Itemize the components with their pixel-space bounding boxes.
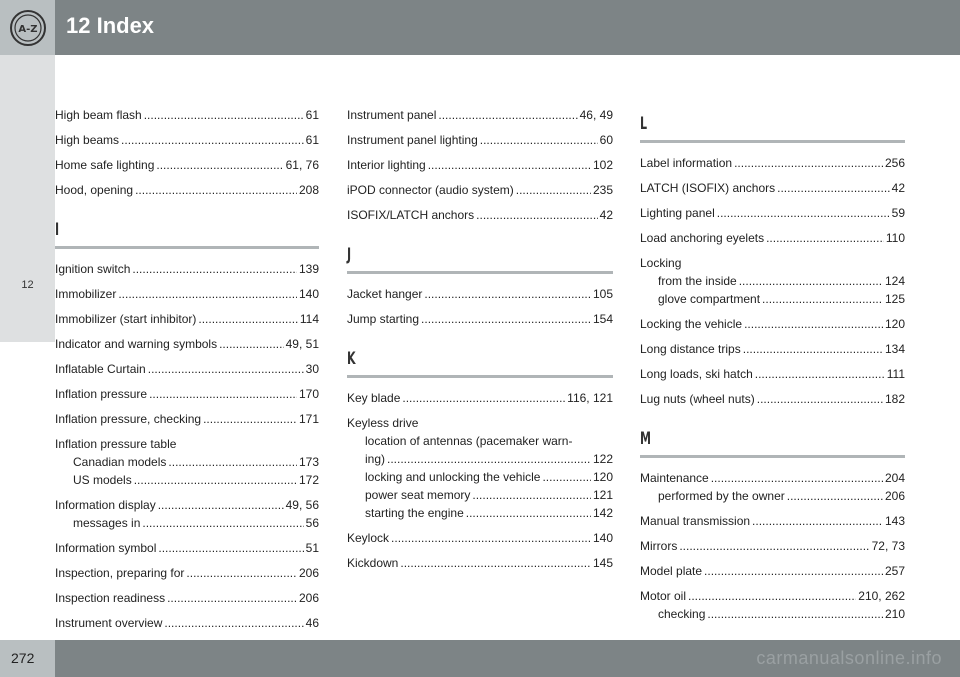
index-entry: LATCH (ISOFIX) anchors ..... 42 [640, 181, 905, 196]
footer-bar [0, 640, 960, 677]
index-entry: Inspection readiness ..... 206 [55, 591, 319, 606]
index-subentry: US models ..... 172 [55, 473, 319, 488]
index-subentry: locking and unlocking the vehicle ..... 120 [347, 470, 613, 485]
section-divider [640, 140, 905, 143]
a-z-icon [8, 8, 48, 48]
index-entry: High beams ..... 61 [55, 133, 319, 148]
index-entry-parent: Inflation pressure table [55, 437, 177, 451]
index-entry: Long distance trips ..... 134 [640, 342, 905, 357]
index-subentry: ing) ..... 122 [347, 452, 613, 467]
index-subentry: power seat memory ..... 121 [347, 488, 613, 503]
section-letter-m: M [640, 429, 651, 449]
index-entry: Lighting panel ..... 59 [640, 206, 905, 221]
index-entry: Instrument panel lighting ..... 60 [347, 133, 613, 148]
index-entry: Model plate ..... 257 [640, 564, 905, 579]
index-entry: Inflation pressure, checking ..... 171 [55, 412, 319, 427]
index-entry: Inflatable Curtain ..... 30 [55, 362, 319, 377]
index-subentry: Canadian models ..... 173 [55, 455, 319, 470]
index-entry: ISOFIX/LATCH anchors ..... 42 [347, 208, 613, 223]
index-entry: Locking the vehicle ..... 120 [640, 317, 905, 332]
index-subentry: starting the engine ..... 142 [347, 506, 613, 521]
index-entry: Instrument panel ..... 46, 49 [347, 108, 613, 123]
index-entry: iPOD connector (audio system) ..... 235 [347, 183, 613, 198]
index-entry: Lug nuts (wheel nuts) ..... 182 [640, 392, 905, 407]
section-divider [640, 455, 905, 458]
index-column-3 [640, 108, 905, 632]
page-title: 12 Index [66, 13, 155, 38]
index-entry: Indicator and warning symbols ..... 49, 51 [55, 337, 319, 352]
index-entry: Kickdown ..... 145 [347, 556, 613, 571]
index-entry: Load anchoring eyelets ..... 110 [640, 231, 905, 246]
index-subentry: messages in ..... 56 [55, 516, 319, 531]
index-entry: Mirrors ..... 72, 73 [640, 539, 905, 554]
section-letter-l: L [640, 114, 648, 134]
index-entry: Hood, opening ..... 208 [55, 183, 319, 198]
index-entry-parent: Keyless drive [347, 416, 419, 430]
index-entry: Maintenance ..... 204 [640, 471, 905, 486]
chapter-tab-label: 12 [21, 279, 34, 291]
index-logo [0, 0, 55, 55]
index-entry: Instrument overview ..... 46 [55, 616, 319, 631]
section-letter-k: K [347, 349, 356, 369]
index-entry: Label information ..... 256 [640, 156, 905, 171]
index-entry-parent: Locking [640, 256, 682, 270]
index-entry: Inflation pressure ..... 170 [55, 387, 319, 402]
index-entry: Manual transmission ..... 143 [640, 514, 905, 529]
index-column-1 [55, 108, 319, 641]
index-subentry-wrap: location of antennas (pacemaker warn- [365, 434, 573, 448]
index-entry: Long loads, ski hatch ..... 111 [640, 367, 905, 382]
index-entry: Immobilizer (start inhibitor) ..... 114 [55, 312, 319, 327]
index-entry: Ignition switch ..... 139 [55, 262, 319, 277]
index-entry: Information display ..... 49, 56 [55, 498, 319, 513]
chapter-tab [0, 55, 55, 342]
page-number-box [0, 640, 55, 677]
index-entry: Jacket hanger ..... 105 [347, 287, 613, 302]
index-entry: Home safe lighting ..... 61, 76 [55, 158, 319, 173]
index-entry: Jump starting ..... 154 [347, 312, 613, 327]
index-entry: High beam flash ..... 61 [55, 108, 319, 123]
index-subentry: from the inside ..... 124 [640, 274, 905, 289]
section-divider [55, 246, 319, 249]
index-entry: Keylock ..... 140 [347, 531, 613, 546]
watermark: carmanualsonline.info [756, 648, 942, 668]
section-letter-j: J [347, 245, 352, 265]
index-entry: Inspection, preparing for ..... 206 [55, 566, 319, 581]
index-entry: Immobilizer ..... 140 [55, 287, 319, 302]
header-bar [0, 0, 960, 55]
section-divider [347, 375, 613, 378]
index-subentry: checking ..... 210 [640, 607, 905, 622]
page-number: 272 [11, 650, 35, 666]
svg-text:A-Z: A-Z [18, 24, 38, 35]
index-entry: Motor oil ..... 210, 262 [640, 589, 905, 604]
index-column-2 [347, 108, 613, 581]
section-divider [347, 271, 613, 274]
index-entry: Information symbol ..... 51 [55, 541, 319, 556]
section-letter-i: I [55, 220, 60, 240]
index-entry: Key blade ..... 116, 121 [347, 391, 613, 406]
index-subentry: glove compartment ..... 125 [640, 292, 905, 307]
index-entry: Interior lighting ..... 102 [347, 158, 613, 173]
index-subentry: performed by the owner ..... 206 [640, 489, 905, 504]
